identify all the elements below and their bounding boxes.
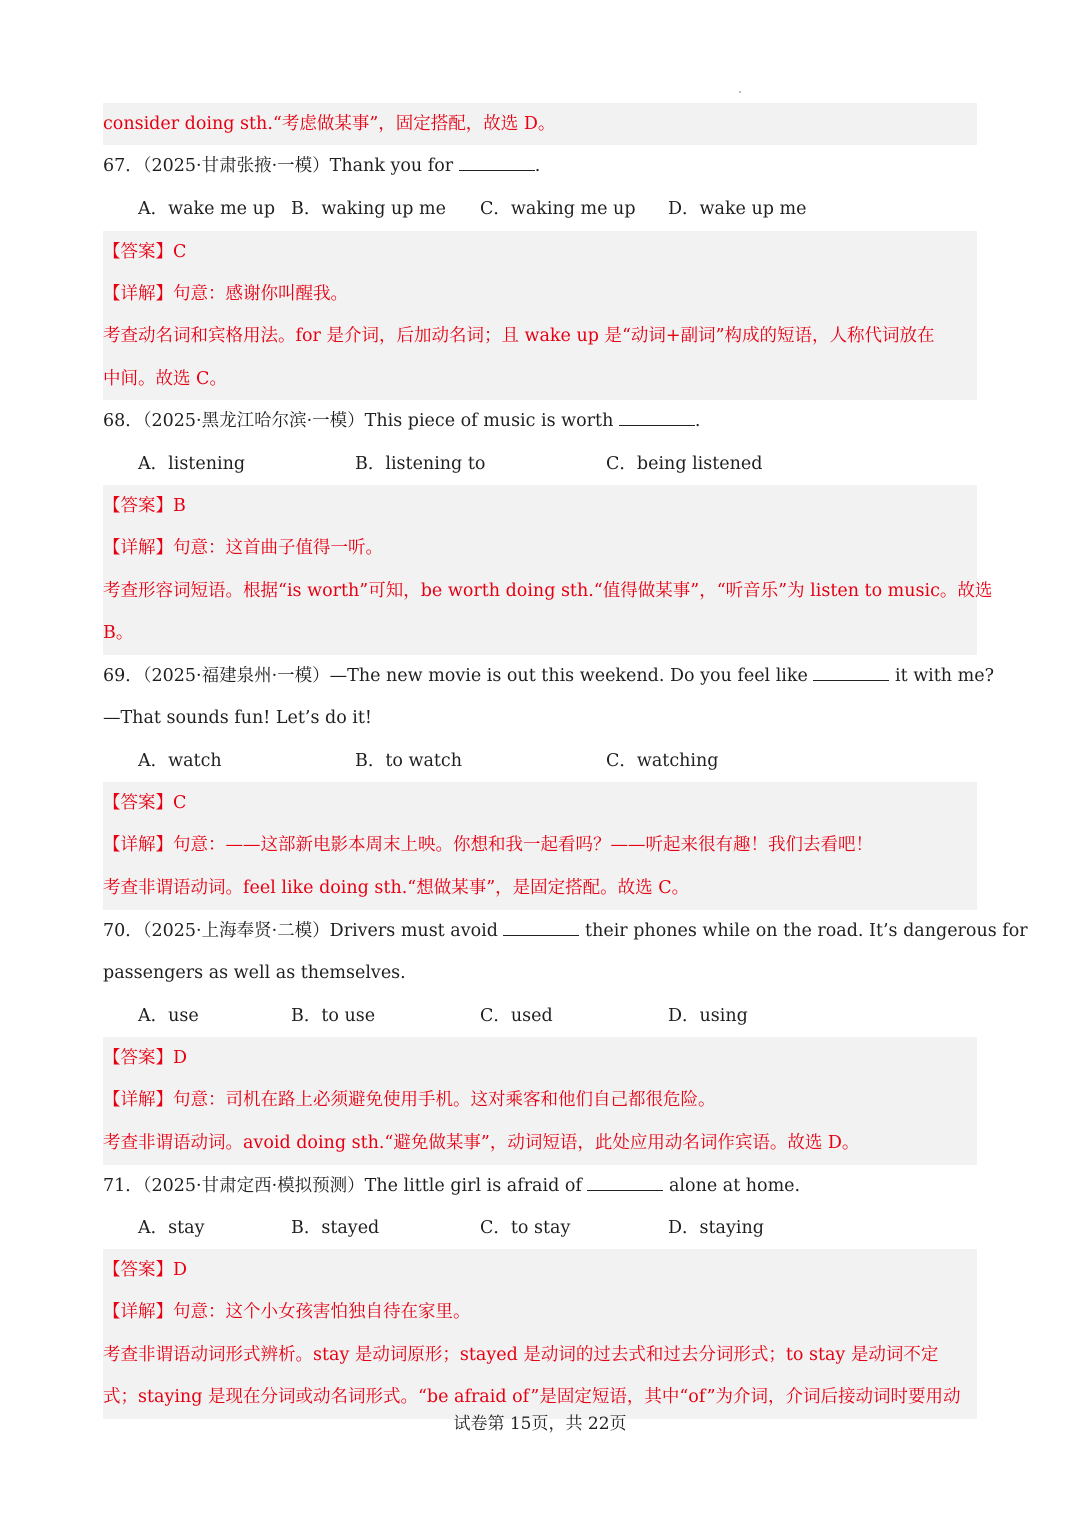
analysis-line: 考查非谓语动词。feel like doing sth.“想做某事”，是固定搭配。故选 C。 (103, 878, 690, 898)
answer-blank (619, 411, 695, 426)
analysis-line: 考查动名词和宾格用法。for 是介词，后加动名词；且 wake up 是“动词+副词”构成的短语，人称代词放在 (103, 326, 935, 346)
option-a: A．wake me up (138, 199, 276, 219)
page-mark (739, 91, 741, 93)
answer-label: 【答案】D (103, 1260, 188, 1280)
question-stem-line2: —That sounds fun! Let’s do it! (103, 708, 372, 728)
question-stem-68: 68．（2025·黑龙江哈尔滨·一模）This piece of music is worth . (103, 411, 701, 431)
detail-text: 【详解】句意：这个小女孩害怕独自待在家里。 (103, 1302, 471, 1322)
answer-label: 【答案】C (103, 793, 187, 813)
option-b: B．to watch (355, 751, 463, 771)
option-b: B．waking up me (291, 199, 446, 219)
carryover-explanation: consider doing sth.“考虑做某事”，固定搭配，故选 D。 (103, 114, 556, 134)
answer-blank (459, 156, 535, 171)
option-c: C．watching (606, 751, 719, 771)
question-stem-70: 70．（2025·上海奉贤·二模）Drivers must avoid their phones while on the road. It’s dangerous for (103, 921, 1028, 941)
question-stem-71: 71．（2025·甘肃定西·模拟预测）The little girl is afraid of alone at home. (103, 1176, 801, 1196)
page-footer: 试卷第 15页，共 22页 (453, 1414, 627, 1434)
option-d: D．wake up me (668, 199, 807, 219)
option-a: A．stay (138, 1218, 205, 1238)
option-d: D．using (668, 1006, 748, 1026)
detail-text: 【详解】句意：感谢你叫醒我。 (103, 284, 348, 304)
answer-blank (587, 1176, 663, 1191)
detail-text: 【详解】句意：——这部新电影本周末上映。你想和我一起看吗？——听起来很有趣！我们去看吧！ (103, 835, 873, 855)
question-stem-line2: passengers as well as themselves. (103, 963, 406, 983)
analysis-line: B。 (103, 623, 134, 643)
answer-blank (503, 921, 579, 936)
detail-text: 【详解】句意：这首曲子值得一听。 (103, 538, 383, 558)
option-a: A．use (138, 1006, 199, 1026)
option-c: C．to stay (480, 1218, 571, 1238)
option-a: A．listening (138, 454, 246, 474)
option-c: C．being listened (606, 454, 763, 474)
option-a: A．watch (138, 751, 222, 771)
detail-text: 【详解】句意：司机在路上必须避免使用手机。这对乘客和他们自己都很危险。 (103, 1090, 716, 1110)
answer-label: 【答案】D (103, 1048, 188, 1068)
answer-label: 【答案】B (103, 496, 186, 516)
option-b: B．to use (291, 1006, 376, 1026)
analysis-line: 考查非谓语动词形式辨析。stay 是动词原形；stayed 是动词的过去式和过去分词形式；to stay 是动词不定 (103, 1345, 939, 1365)
option-b: B．stayed (291, 1218, 380, 1238)
option-b: B．listening to (355, 454, 486, 474)
analysis-line: 式；staying 是现在分词或动名词形式。“be afraid of”是固定短语，其中“of”为介词，介词后接动词时要用动 (103, 1387, 961, 1407)
option-d: D．staying (668, 1218, 764, 1238)
analysis-line: 考查形容词短语。根据“is worth”可知，be worth doing sth.“值得做某事”，“听音乐”为 listen to music。故选 (103, 581, 993, 601)
answer-label: 【答案】C (103, 242, 187, 262)
question-stem-67: 67．（2025·甘肃张掖·一模）Thank you for . (103, 156, 541, 176)
option-c: C．used (480, 1006, 553, 1026)
option-c: C．waking me up (480, 199, 636, 219)
analysis-line: 中间。故选 C。 (103, 369, 227, 389)
question-stem-69: 69．（2025·福建泉州·一模）—The new movie is out this weekend. Do you feel like it with me? (103, 666, 994, 686)
analysis-line: 考查非谓语动词。avoid doing sth.“避免做某事”，动词短语，此处应用动名词作宾语。故选 D。 (103, 1133, 860, 1153)
answer-blank (813, 666, 889, 681)
